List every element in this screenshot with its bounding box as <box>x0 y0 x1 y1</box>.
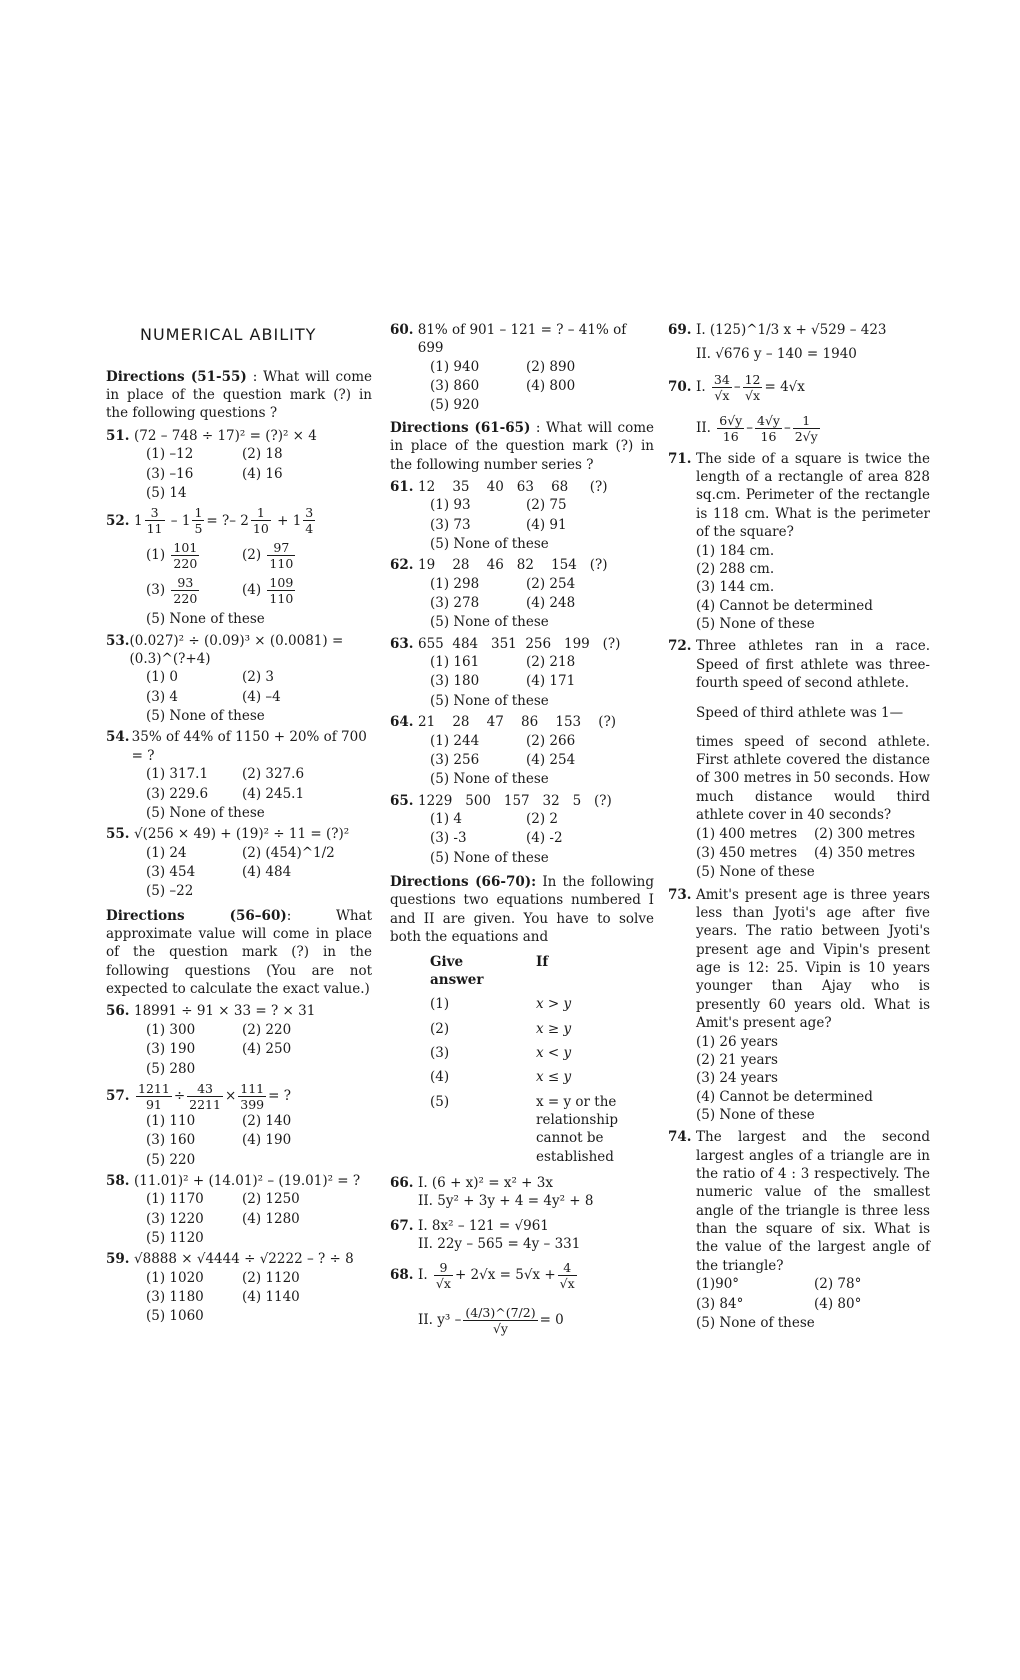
question-74: 74. The largest and the second largest angles of a triangle are in the ratio of 4 : 3 respectively. The numeric value of the smallest angle of the triangle is three less than the square of six. What is the value of the largest angle of the triangle? (1)90° (2) 78° (3) 84° (4) 80° (5) None of these <box>668 1129 930 1331</box>
directions-66-70: Directions (66-70): In the following questions two equations numbered I and II are given. You have to solve both the equations and <box>390 874 654 946</box>
question-66: 66. I. (6 + x)² = x² + 3x II. 5y² + 3y + 4 = 4y² + 8 <box>390 1175 594 1210</box>
question-55: 55. √(256 × 49) + (19)² ÷ 11 = (?)² (1) 24 (2) (454)^1/2 (3) 454 (4) 484 (5) –22 <box>106 826 350 900</box>
question-58: 58. (11.01)² + (14.01)² – (19.01)² = ? (1) 1170 (2) 1250 (3) 1220 (4) 1280 (5) 1120 <box>106 1172 361 1247</box>
question-57: 57. 1211 91 ÷ 43 2211 × $\frac{111}{399}$ = ? (1) 110 (2) 140 (3) 160 (4) 190 (5) 220 <box>106 1080 292 1168</box>
question-69: 69. I. (125)^1/3 x + √529 – 423 II. √676 y – 140 = 1940 <box>668 322 887 363</box>
question-63: 63. 655 484 351 256 199 (?) (1) 161 (2) 218 (3) 180 (4) 171 (5) None of these <box>390 635 621 709</box>
directions-51-55: Directions (51-55) : What will come in place of the question mark (?) in the following questions ? <box>106 368 372 422</box>
question-62: 62. 19 28 46 82 154 (?) (1) 298 (2) 254 (3) 278 (4) 248 (5) None of these <box>390 557 608 631</box>
directions-56-60: Directions (56–60): What approximate value will come in place of the question mark (?) in the following questions (You are not expected to calculate the exact value.) <box>106 907 373 998</box>
question-60: 60. 81% of 901 – 121 = ? – 41% of 699 (1) 940 (2) 890 (3) 860 (4) 800 (5) 920 <box>390 322 627 414</box>
question-73: 73. Amit's present age is three years less than Jyoti's age after five years. The ratio between Jyoti's present age and Vipin's present age is 12: 25. Vipin is 10 years younger than Ajay who is presently 60 years old. What is Amit's present age? (1) 26 years (2) 21 years (3) 24 years (4) Cannot be determined (5) None of these <box>668 886 930 1123</box>
question-51: 51. (72 – 748 ÷ 17)² = (?)² × 4 (1) –12 (2) 18 (3) –16 (4) 16 (5) 14 <box>106 427 317 501</box>
section-heading: NUMERICAL ABILITY <box>140 325 317 344</box>
question-64: 64. 21 28 47 86 153 (?) (1) 244 (2) 266 (3) 256 (4) 254 (5) None of these <box>390 714 617 788</box>
answer-key-table: Give answer If (1) x > y (2) x ≥ y (3) x < y (4) x ≤ y (5) x = y or the relationship cannot be established <box>430 953 618 1165</box>
question-53: 53. (0.027)² ÷ (0.09)³ × (0.0081) = (0.3)^(?+4) (1) 0 (2) 3 (3) 4 (4) –4 (5) None of these <box>106 632 344 725</box>
question-52: 52. 1 3 11 – 1 1 5 = ?– 2 1 10 + 1 3 4 (1) $\frac{101}{220}$ (2) $\frac{97}{110}$ (3) $\frac{93}{220}$ (4) $\frac{109}{110}$ (5) None of these <box>106 505 314 628</box>
question-54: 54. 35% of 44% of 1150 + 20% of 700 = ? (1) 317.1 (2) 327.6 (3) 229.6 (4) 245.1 (5) None of these <box>106 729 367 821</box>
column-2 <box>390 318 654 1336</box>
question-61: 61. 12 35 40 63 68 (?) (1) 93 (2) 75 (3) 73 (4) 91 (5) None of these <box>390 478 608 552</box>
question-68: 68. I. 9 √x + 2√x = 5√x + $\frac{4}{√x}$ II. y³ – $\frac{(4/3)\^{}(7/2)}{√y}$ = 0 <box>390 1259 575 1336</box>
question-72: 72. Three athletes ran in a race. Speed of first athlete was three-fourth speed of second athlete. Speed of third athlete was 1— times speed of second athlete. First athlete covered the distance of 300 metres in 50 seconds. How much distance would third athlete cover in 40 seconds? (1) 400 metres (2) 300 metres (3) 450 metres (4) 350 metres (5) None of these <box>668 638 930 881</box>
question-59: 59. √8888 × √4444 ÷ √2222 – ? ÷ 8 (1) 1020 (2) 1120 (3) 1180 (4) 1140 (5) 1060 <box>106 1251 354 1325</box>
question-56: 56. 18991 ÷ 91 × 33 = ? × 31 (1) 300 (2) 220 (3) 190 (4) 250 (5) 280 <box>106 1003 316 1077</box>
question-67: 67. I. 8x² – 121 = √961 II. 22y – 565 = 4y – 331 <box>390 1217 581 1253</box>
question-71: 71. The side of a square is twice the length of a rectangle of area 828 sq.cm. Perimeter of the rectangle is 118 cm. What is the perimeter of the square? (1) 184 cm. (2) 288 cm. (3) 144 cm. (4) Cannot be determined (5) None of these <box>668 450 930 632</box>
directions-61-65: Directions (61-65) : What will come in place of the question mark (?) in the following number series ? <box>390 419 654 473</box>
column-3 <box>668 318 930 1332</box>
question-70: 70. I. 34 √x – $\frac{12}{√x}$ = 4√x II. 6√y 16 – 4√y 16 – 1 2√y <box>668 371 818 444</box>
column-1 <box>106 318 372 1326</box>
question-65: 65. 1229 500 157 32 5 (?) (1) 4 (2) 2 (3) -3 (4) -2 (5) None of these <box>390 792 612 866</box>
